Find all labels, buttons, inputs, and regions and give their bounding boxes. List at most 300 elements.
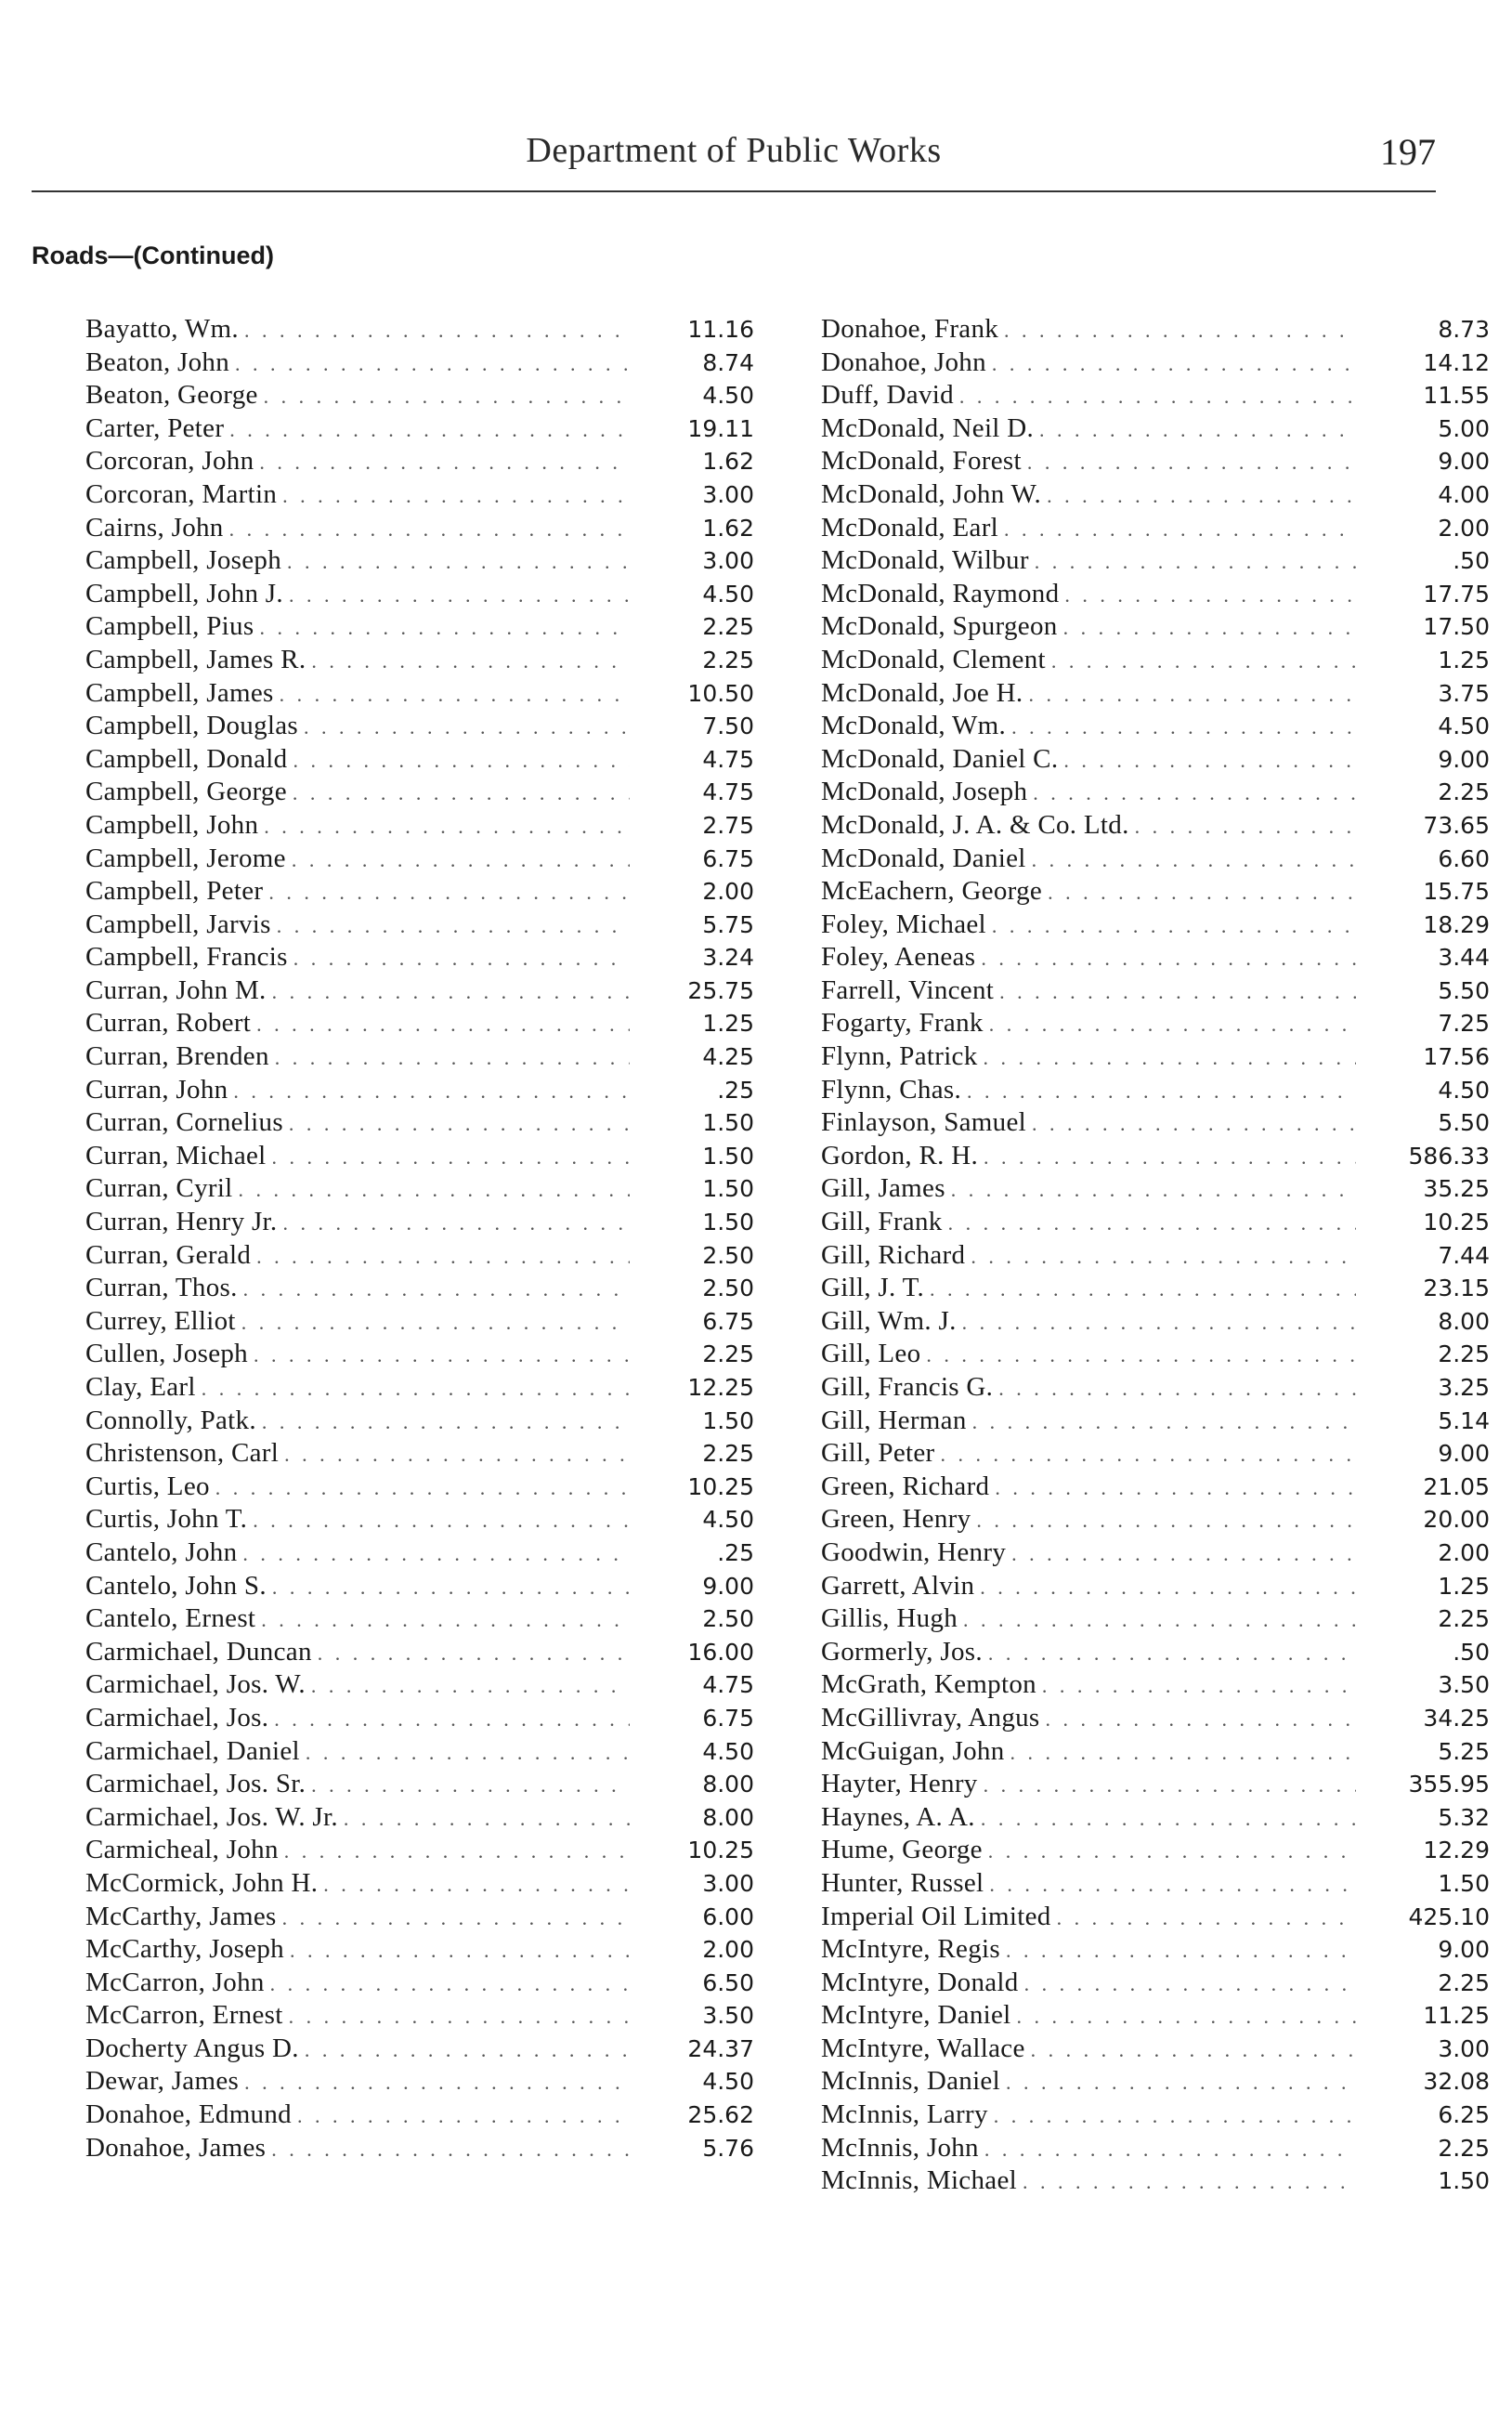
list-item	[821, 1934, 1490, 1968]
list-item	[85, 1902, 754, 1935]
dot-leader	[271, 2138, 630, 2162]
payment-amount: 6.25	[1438, 2101, 1490, 2129]
list-item	[85, 1471, 754, 1505]
dot-leader	[1004, 319, 1356, 343]
dot-leader	[284, 1443, 630, 1467]
dot-leader	[292, 848, 630, 872]
list-item	[85, 2000, 754, 2033]
payee-name: McGuigan, John	[821, 1735, 1005, 1766]
payee-name: McDonald, Spurgeon	[821, 611, 1058, 642]
payment-amount: 1.50	[702, 1209, 754, 1236]
payee-name: Gill, Francis G.	[821, 1372, 994, 1402]
dot-leader	[989, 1013, 1356, 1037]
list-item	[821, 1107, 1490, 1141]
list-item	[821, 942, 1490, 975]
payee-name: Cairns, John	[85, 512, 224, 543]
payment-amount: 8.00	[702, 1803, 754, 1831]
payee-name: Corcoran, Martin	[85, 478, 278, 509]
dot-leader	[962, 1311, 1356, 1335]
dot-leader	[1004, 517, 1356, 542]
section-title: Roads—(Continued)	[32, 242, 274, 269]
list-item	[85, 2133, 754, 2166]
payee-name: Donahoe, James	[85, 2132, 267, 2163]
list-item	[821, 513, 1490, 546]
dot-leader	[289, 1112, 630, 1136]
list-item	[85, 1504, 754, 1537]
payment-amount: .25	[717, 1076, 754, 1104]
payee-name: McCarron, John	[85, 1967, 265, 1997]
list-item	[821, 1504, 1490, 1537]
list-item	[85, 843, 754, 877]
list-item	[821, 1008, 1490, 1041]
payee-name: Gordon, R. H.	[821, 1140, 979, 1170]
payment-amount: 1.62	[702, 514, 754, 542]
list-item	[85, 1273, 754, 1306]
dot-leader	[1028, 683, 1356, 707]
payee-name: McCormick, John H.	[85, 1867, 319, 1898]
payment-amount: 11.25	[1423, 2002, 1490, 2030]
payee-name: Cantelo, John S.	[85, 1570, 267, 1601]
payment-amount: 4.50	[702, 1737, 754, 1765]
list-item	[85, 479, 754, 513]
dot-leader	[930, 1277, 1356, 1301]
payment-amount: 18.29	[1423, 910, 1490, 938]
payee-name: Cullen, Joseph	[85, 1339, 248, 1369]
list-item	[821, 1075, 1490, 1108]
list-item	[821, 678, 1490, 712]
payee-name: Christenson, Carl	[85, 1438, 280, 1469]
payment-amount: 11.16	[687, 316, 754, 343]
list-item	[821, 1339, 1490, 1372]
list-item	[821, 1902, 1490, 1935]
list-item	[85, 513, 754, 546]
payee-name: Hayter, Henry	[821, 1769, 978, 1799]
payee-name: McIntyre, Daniel	[821, 2000, 1011, 2031]
payee-name: Gill, Leo	[821, 1339, 921, 1369]
payment-amount: 3.00	[1438, 2034, 1490, 2062]
payee-name: Beaton, John	[85, 347, 230, 377]
header-rule	[32, 190, 1436, 192]
list-item	[85, 1008, 754, 1041]
payee-name: Hume, George	[821, 1835, 983, 1865]
list-item	[85, 2099, 754, 2133]
payment-amount: 10.25	[687, 1472, 754, 1500]
payment-amount: 17.50	[1423, 613, 1490, 641]
list-item	[821, 2165, 1490, 2199]
dot-leader	[311, 649, 630, 673]
list-item	[85, 1372, 754, 1406]
dot-leader	[1051, 649, 1356, 673]
list-item	[821, 446, 1490, 479]
payment-amount: 2.25	[702, 1340, 754, 1368]
payee-name: Garrett, Alvin	[821, 1570, 975, 1601]
list-item	[85, 545, 754, 579]
payee-name: Carmichael, Duncan	[85, 1636, 312, 1667]
list-item	[821, 2033, 1490, 2067]
dot-leader	[995, 1476, 1356, 1500]
list-item	[821, 2133, 1490, 2166]
payee-name: McDonald, Wm.	[821, 711, 1007, 741]
payee-name: Campbell, James	[85, 677, 274, 708]
dot-leader	[275, 1046, 630, 1070]
dot-leader	[999, 980, 1356, 1004]
list-item	[85, 446, 754, 479]
payment-amount: 4.50	[1438, 713, 1490, 740]
payee-name: Curran, Cyril	[85, 1173, 233, 1204]
list-item	[821, 1372, 1490, 1406]
page-number: 197	[1380, 131, 1436, 173]
list-item	[821, 810, 1490, 843]
list-item	[821, 2066, 1490, 2099]
payee-name: McInnis, John	[821, 2132, 979, 2163]
payment-amount: 425.10	[1408, 1903, 1490, 1930]
dot-leader	[277, 914, 630, 938]
dot-leader	[323, 1873, 630, 1897]
payment-amount: 4.75	[702, 1671, 754, 1699]
payment-amount: 2.25	[702, 646, 754, 673]
dot-leader	[971, 1245, 1356, 1269]
list-item	[821, 1669, 1490, 1703]
dot-leader	[270, 1972, 630, 1996]
payment-amount: 4.50	[702, 580, 754, 608]
payment-amount: 32.08	[1423, 2068, 1490, 2096]
payment-amount: 2.00	[702, 878, 754, 906]
payment-amount: 2.00	[1438, 1538, 1490, 1566]
payment-amount: 9.00	[1438, 448, 1490, 476]
payee-name: McDonald, John W.	[821, 478, 1042, 509]
dot-leader	[1063, 616, 1356, 640]
list-item	[821, 1637, 1490, 1670]
list-item	[821, 1041, 1490, 1075]
page-header	[32, 130, 1436, 195]
dot-leader	[229, 517, 630, 542]
payee-name: Campbell, Francis	[85, 942, 288, 973]
dot-leader	[972, 1410, 1356, 1434]
payment-amount: 2.25	[702, 613, 754, 641]
payee-name: Curtis, Leo	[85, 1471, 210, 1501]
list-item	[85, 2066, 754, 2099]
dot-leader	[289, 583, 630, 608]
payee-name: McDonald, Clement	[821, 644, 1046, 674]
payment-amount: 3.50	[1438, 1671, 1490, 1699]
dot-leader	[282, 1906, 630, 1930]
payee-name: Gill, James	[821, 1173, 945, 1204]
list-item	[85, 678, 754, 712]
payment-amount: 7.25	[1438, 1010, 1490, 1038]
list-item	[85, 1736, 754, 1770]
payment-amount: 6.75	[702, 844, 754, 872]
dot-leader	[976, 1509, 1356, 1533]
left-column	[85, 314, 754, 2165]
dot-leader	[233, 1079, 630, 1104]
dot-leader	[1048, 881, 1356, 905]
dot-leader	[274, 1707, 630, 1732]
dot-leader	[1042, 1674, 1356, 1698]
list-item	[85, 1703, 754, 1736]
payment-amount: 586.33	[1408, 1142, 1490, 1170]
payee-name: Beaton, George	[85, 380, 258, 411]
payment-amount: 5.14	[1438, 1406, 1490, 1434]
list-item	[85, 1537, 754, 1571]
payment-amount: 34.25	[1423, 1704, 1490, 1732]
list-item	[85, 1669, 754, 1703]
payment-amount: 8.00	[702, 1771, 754, 1798]
payment-amount: 3.00	[702, 547, 754, 575]
payee-name: Carter, Peter	[85, 412, 225, 443]
list-item	[821, 744, 1490, 778]
dot-leader	[1006, 2071, 1356, 2095]
dot-leader	[992, 352, 1356, 376]
payee-name: Curtis, John T.	[85, 1504, 248, 1535]
list-item	[821, 1306, 1490, 1340]
dot-leader	[1027, 451, 1356, 475]
payment-amount: 11.55	[1423, 382, 1490, 410]
payment-amount: 10.25	[687, 1837, 754, 1864]
payee-name: Curran, John	[85, 1074, 228, 1105]
dot-leader	[284, 1839, 630, 1863]
list-item	[85, 1637, 754, 1670]
payment-amount: 12.29	[1423, 1837, 1490, 1864]
list-item	[85, 1934, 754, 1968]
payee-name: Docherty Angus D.	[85, 2033, 299, 2063]
dot-leader	[988, 1641, 1356, 1666]
payee-name: Currey, Elliot	[85, 1305, 236, 1336]
payment-amount: 3.75	[1438, 679, 1490, 707]
payment-amount: 4.00	[1438, 480, 1490, 508]
payment-amount: 8.73	[1438, 316, 1490, 343]
dot-leader	[264, 815, 630, 839]
payee-name: Hunter, Russel	[821, 1867, 984, 1898]
list-item	[85, 1107, 754, 1141]
payment-amount: 3.24	[702, 944, 754, 972]
dot-leader	[1017, 2005, 1356, 2029]
dot-leader	[262, 1410, 630, 1434]
payee-name: Corcoran, John	[85, 446, 254, 477]
payee-name: Green, Henry	[821, 1504, 971, 1535]
payment-amount: 1.50	[1438, 2167, 1490, 2195]
dot-leader	[963, 1608, 1356, 1632]
dot-leader	[272, 980, 630, 1004]
list-item	[85, 645, 754, 678]
payment-amount: 1.50	[1438, 1869, 1490, 1897]
dot-leader	[1011, 1542, 1356, 1566]
dot-leader	[994, 2104, 1356, 2128]
dot-leader	[1032, 1112, 1356, 1136]
payee-name: Carmichael, Jos. W. Jr.	[85, 1801, 338, 1832]
dot-leader	[293, 947, 630, 971]
payment-amount: 1.62	[702, 448, 754, 476]
list-item	[821, 1868, 1490, 1902]
payee-name: Carmichael, Jos.	[85, 1702, 269, 1733]
dot-leader	[998, 1377, 1356, 1401]
payment-amount: 1.25	[702, 1010, 754, 1038]
list-item	[85, 314, 754, 347]
list-item	[821, 876, 1490, 909]
payee-name: McGillivray, Angus	[821, 1702, 1040, 1733]
list-item	[85, 1868, 754, 1902]
payee-name: Gillis, Hugh	[821, 1603, 958, 1634]
payee-name: McDonald, J. A. & Co. Ltd.	[821, 809, 1129, 840]
payee-name: Gill, Wm. J.	[821, 1305, 957, 1336]
dot-leader	[344, 1807, 630, 1831]
payment-amount: 9.00	[1438, 1936, 1490, 1964]
payee-name: Gill, Richard	[821, 1239, 966, 1270]
list-item	[821, 1835, 1490, 1868]
dot-leader	[1010, 1741, 1356, 1765]
dot-leader	[282, 484, 630, 508]
dot-leader	[951, 1178, 1356, 1202]
payee-name: McCarthy, Joseph	[85, 1934, 284, 1965]
list-item	[821, 347, 1490, 381]
payee-name: Curran, Gerald	[85, 1239, 252, 1270]
dot-leader	[984, 1773, 1356, 1798]
payee-name: McDonald, Neil D.	[821, 412, 1035, 443]
dot-leader	[261, 1608, 630, 1632]
dot-leader	[984, 2138, 1356, 2162]
list-item	[85, 1075, 754, 1108]
list-item	[821, 1240, 1490, 1274]
list-item	[85, 579, 754, 612]
payee-name: McDonald, Earl	[821, 512, 999, 543]
dot-leader	[1039, 418, 1356, 442]
payment-amount: 21.05	[1423, 1472, 1490, 1500]
payee-name: Curran, Thos.	[85, 1273, 238, 1303]
list-item	[85, 1141, 754, 1174]
dot-leader	[1023, 2170, 1356, 2194]
payee-name: Clay, Earl	[85, 1372, 196, 1402]
dot-leader	[1047, 484, 1356, 508]
dot-leader	[272, 1576, 630, 1600]
payment-amount: 6.75	[702, 1307, 754, 1335]
dot-leader	[981, 947, 1356, 971]
dot-leader	[244, 2071, 630, 2095]
dot-leader	[239, 1178, 630, 1202]
list-item	[821, 1703, 1490, 1736]
payment-amount: 2.00	[1438, 514, 1490, 542]
list-item	[85, 413, 754, 447]
payee-name: Foley, Michael	[821, 909, 986, 939]
dot-leader	[304, 715, 630, 739]
payee-name: McInnis, Larry	[821, 2099, 988, 2130]
payee-name: Campbell, Douglas	[85, 711, 299, 741]
payment-amount: 3.00	[702, 480, 754, 508]
dot-leader	[215, 1476, 630, 1500]
payee-name: Flynn, Patrick	[821, 1041, 978, 1072]
running-head-title: Department of Public Works	[526, 131, 942, 170]
payee-name: Flynn, Chas.	[821, 1074, 962, 1105]
payee-name: Gill, J. T.	[821, 1273, 924, 1303]
payee-name: Cantelo, John	[85, 1536, 238, 1567]
list-item	[821, 1571, 1490, 1604]
dot-leader	[306, 1741, 630, 1765]
dot-leader	[1032, 848, 1356, 872]
payment-amount: 1.25	[1438, 646, 1490, 673]
list-item	[821, 909, 1490, 943]
dot-leader	[1033, 781, 1356, 805]
dot-leader	[1035, 550, 1356, 574]
dot-leader	[243, 1277, 630, 1301]
dot-leader	[989, 1873, 1356, 1897]
payee-name: Cantelo, Ernest	[85, 1603, 256, 1634]
dot-leader	[318, 1641, 630, 1666]
dot-leader	[241, 1311, 630, 1335]
list-item	[85, 1306, 754, 1340]
list-item	[821, 1141, 1490, 1174]
list-item	[821, 1537, 1490, 1571]
payment-amount: 4.75	[702, 778, 754, 806]
list-item	[85, 1603, 754, 1637]
payee-name: Carmichael, Daniel	[85, 1735, 300, 1766]
payment-amount: 9.00	[1438, 745, 1490, 773]
list-item	[85, 1041, 754, 1075]
payment-amount: 4.50	[1438, 1076, 1490, 1104]
payment-amount: 2.25	[1438, 1340, 1490, 1368]
payment-amount: 1.25	[1438, 1572, 1490, 1600]
payment-amount: 5.50	[1438, 976, 1490, 1004]
list-item	[821, 975, 1490, 1009]
dot-leader	[980, 1576, 1356, 1600]
list-item	[821, 2099, 1490, 2133]
payment-amount: 15.75	[1423, 878, 1490, 906]
dot-leader	[289, 2005, 630, 2029]
payment-amount: 1.50	[702, 1142, 754, 1170]
payment-amount: 2.25	[1438, 2134, 1490, 2162]
list-item	[85, 1571, 754, 1604]
payee-name: McIntyre, Donald	[821, 1967, 1019, 1997]
payee-name: McDonald, Daniel C.	[821, 743, 1059, 774]
payment-amount: 9.00	[702, 1572, 754, 1600]
payment-amount: 16.00	[687, 1638, 754, 1666]
payee-name: Campbell, James R.	[85, 644, 306, 674]
list-item	[821, 479, 1490, 513]
list-item	[821, 1273, 1490, 1306]
payee-name: Gormerly, Jos.	[821, 1636, 983, 1667]
payment-amount: 5.32	[1438, 1803, 1490, 1831]
list-item	[85, 1438, 754, 1471]
list-item	[85, 347, 754, 381]
payee-name: Donahoe, Edmund	[85, 2099, 292, 2130]
payment-amount: 1.50	[702, 1175, 754, 1203]
list-item	[821, 645, 1490, 678]
payee-name: McDonald, Wilbur	[821, 545, 1029, 576]
payee-name: McCarthy, James	[85, 1901, 277, 1931]
list-item	[821, 777, 1490, 810]
payee-name: Carmicheal, John	[85, 1835, 279, 1865]
payment-amount: 2.00	[702, 1936, 754, 1964]
payment-amount: 2.50	[702, 1275, 754, 1302]
payment-amount: .25	[717, 1538, 754, 1566]
list-item	[85, 2033, 754, 2067]
payee-name: Carmichael, Jos. W.	[85, 1669, 306, 1700]
dot-leader	[992, 914, 1356, 938]
payee-name: Fogarty, Frank	[821, 1008, 984, 1039]
list-item	[85, 611, 754, 645]
dot-leader	[948, 1211, 1356, 1236]
dot-leader	[1024, 1972, 1356, 1996]
list-item	[85, 777, 754, 810]
list-item	[821, 1406, 1490, 1439]
payment-amount: 9.00	[1438, 1440, 1490, 1468]
payee-name: Haynes, A. A.	[821, 1801, 975, 1832]
payment-amount: 7.50	[702, 713, 754, 740]
payment-amount: 2.25	[1438, 778, 1490, 806]
list-item	[821, 545, 1490, 579]
payee-name: Green, Richard	[821, 1471, 990, 1501]
payee-name: Imperial Oil Limited	[821, 1901, 1051, 1931]
dot-leader	[1135, 815, 1356, 839]
list-item	[821, 843, 1490, 877]
dot-leader	[229, 418, 630, 442]
